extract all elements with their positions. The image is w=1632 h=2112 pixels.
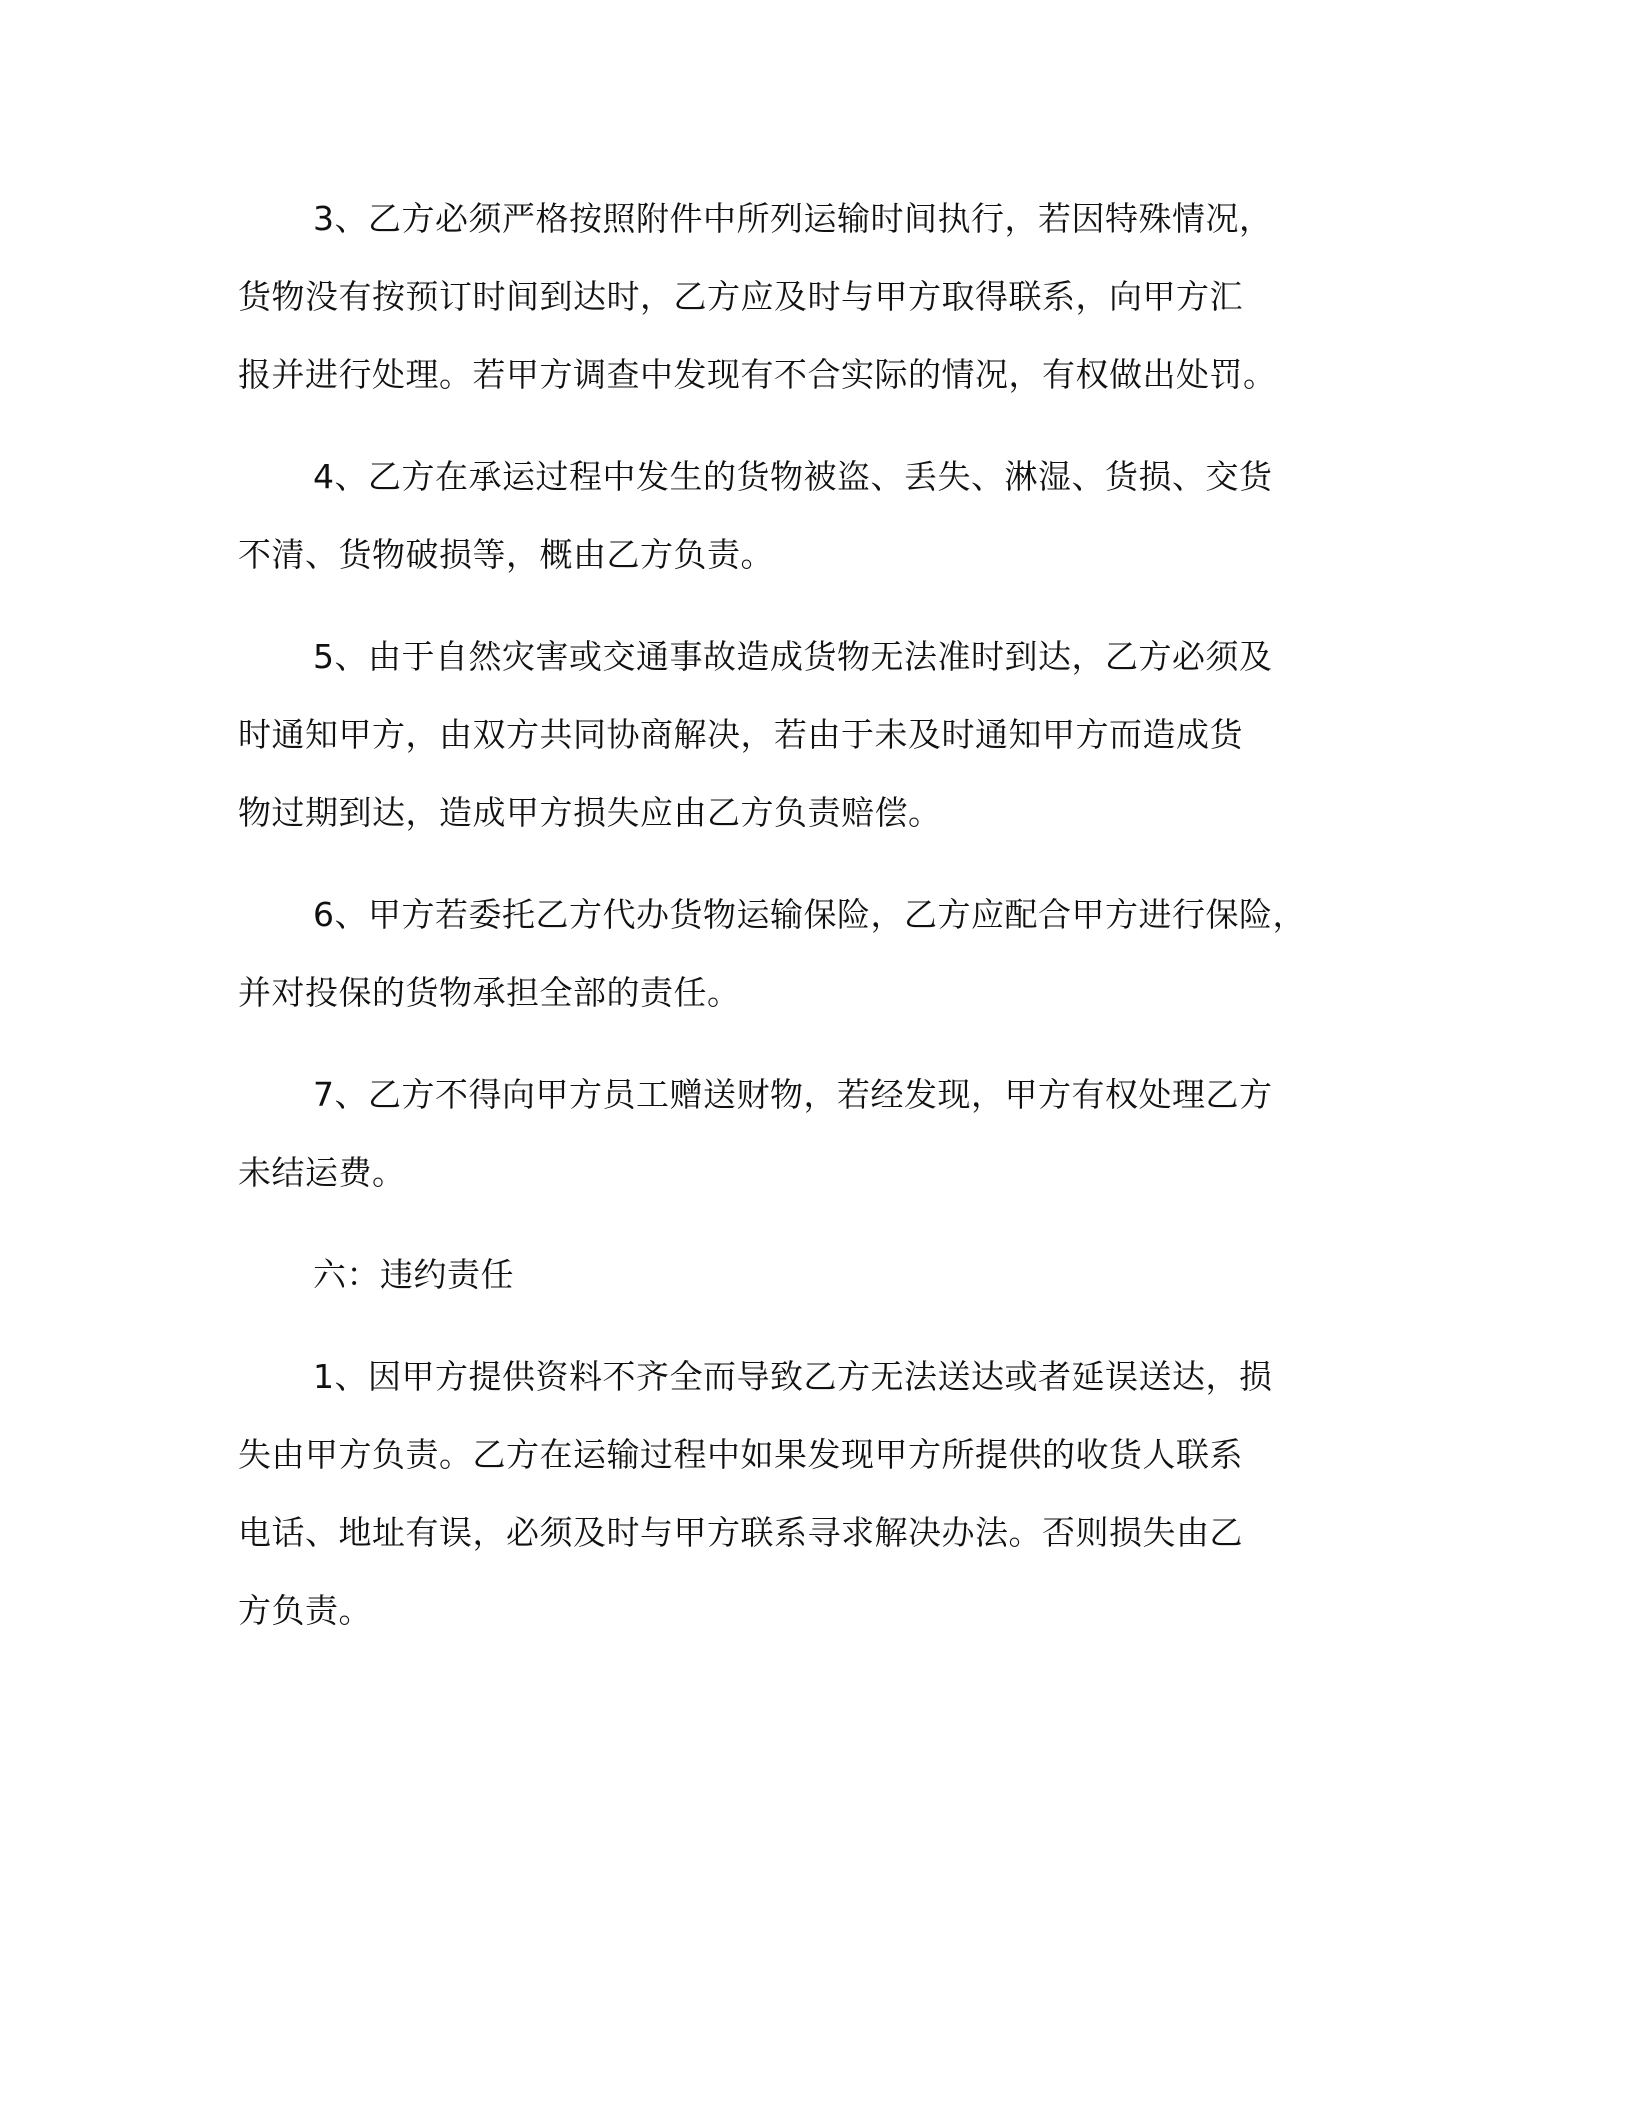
document-body (238, 180, 1398, 1650)
paragraph-line: 失由甲方负责。乙方在运输过程中如果发现甲方所提供的收货人联系 (238, 1435, 1243, 1474)
paragraph-line: 3、乙方必须严格按照附件中所列运输时间执行，若因特殊情况， (313, 199, 1273, 238)
paragraph-line: 电话、地址有误，必须及时与甲方联系寻求解决办法。否则损失由乙 (238, 1513, 1243, 1552)
paragraph-line: 物过期到达，造成甲方损失应由乙方负责赔偿。 (238, 793, 942, 832)
paragraph-gap (238, 594, 1398, 618)
paragraph-line: 未结运费。 (238, 1153, 406, 1192)
section-heading-breach-liability (238, 1236, 1398, 1314)
paragraph-gap (238, 852, 1398, 876)
paragraph-gap (238, 1032, 1398, 1056)
paragraph-line: 5、由于自然灾害或交通事故造成货物无法准时到达，乙方必须及 (313, 637, 1273, 676)
paragraph-line: 报并进行处理。若甲方调查中发现有不合实际的情况，有权做出处罚。 (238, 355, 1277, 394)
paragraph-line: 时通知甲方，由双方共同协商解决，若由于未及时通知甲方而造成货 (238, 715, 1243, 754)
paragraph-breach-clause-1 (238, 1338, 1398, 1650)
paragraph-line: 1、因甲方提供资料不齐全而导致乙方无法送达或者延误送达，损 (313, 1357, 1273, 1396)
paragraph-clause-3 (238, 180, 1398, 414)
section-heading: 六：违约责任 (313, 1255, 514, 1294)
paragraph-clause-6 (238, 876, 1398, 1032)
paragraph-line: 7、乙方不得向甲方员工赠送财物，若经发现，甲方有权处理乙方 (313, 1075, 1273, 1114)
paragraph-line: 货物没有按预订时间到达时，乙方应及时与甲方取得联系，向甲方汇 (238, 277, 1243, 316)
paragraph-gap (238, 1212, 1398, 1236)
paragraph-line: 不清、货物破损等，概由乙方负责。 (238, 535, 774, 574)
paragraph-clause-4 (238, 438, 1398, 594)
paragraph-line: 方负责。 (238, 1591, 372, 1630)
paragraph-clause-5 (238, 618, 1398, 852)
paragraph-gap (238, 1314, 1398, 1338)
paragraph-line: 并对投保的货物承担全部的责任。 (238, 973, 741, 1012)
paragraph-gap (238, 414, 1398, 438)
paragraph-line: 6、甲方若委托乙方代办货物运输保险，乙方应配合甲方进行保险， (313, 895, 1306, 934)
paragraph-clause-7 (238, 1056, 1398, 1212)
paragraph-line: 4、乙方在承运过程中发生的货物被盗、丢失、淋湿、货损、交货 (313, 457, 1273, 496)
